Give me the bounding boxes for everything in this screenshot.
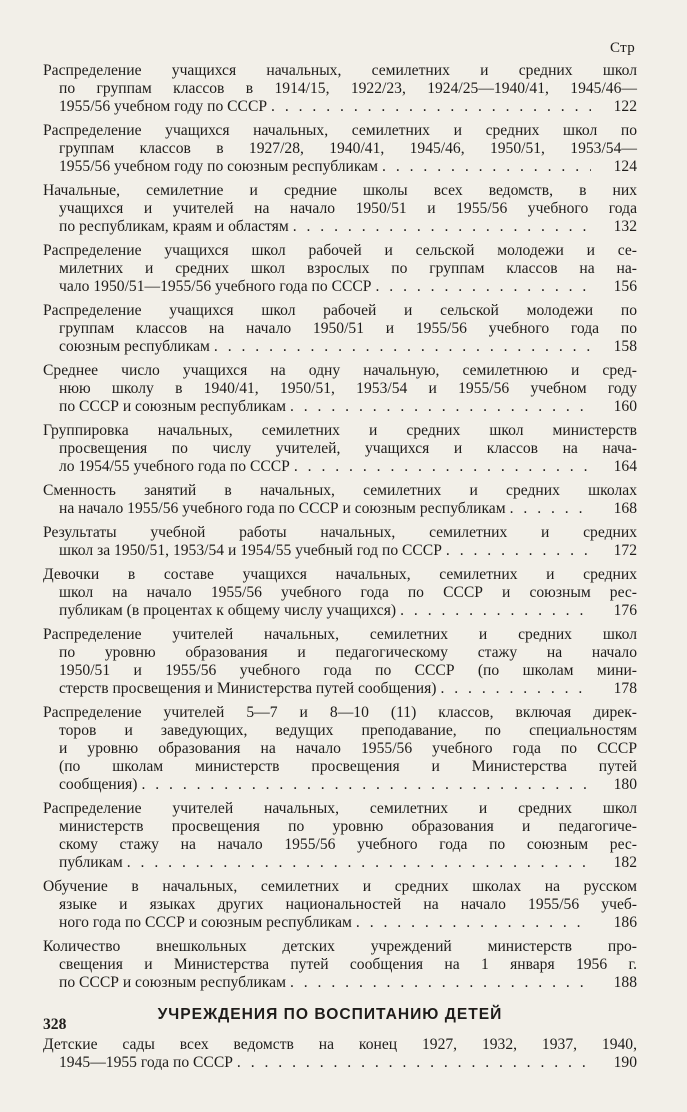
toc-entry-line: публикам (в процентах к общему числу учащихся)	[59, 602, 397, 619]
toc-page-number: 180	[613, 776, 637, 793]
toc-entries	[43, 62, 637, 992]
toc-entry-last-line	[43, 338, 637, 356]
toc-entry-line: 1955/56 учебном году по СССР	[59, 98, 268, 115]
toc-page-number: 122	[613, 98, 637, 115]
toc-entry-last-line	[43, 500, 637, 518]
table-of-contents	[43, 62, 637, 1078]
toc-page-number: 186	[613, 914, 637, 931]
toc-entry-line: школ за 1950/51, 1953/54 и 1954/55 учебный год по СССР	[59, 542, 442, 559]
toc-entry-line: публикам	[59, 854, 123, 871]
toc-entry	[43, 878, 637, 932]
toc-entry	[43, 482, 637, 518]
toc-entry-last-line	[43, 542, 637, 560]
toc-entry-line: Распределение учителей 5—7 и 8—10 (11) классов, включая дирек-	[43, 704, 637, 721]
toc-entry-last-line	[43, 278, 637, 296]
toc-entry-line: нюю школу в 1940/41, 1950/51, 1953/54 и 1955/56 учебном году	[59, 380, 637, 397]
toc-page-number: 160	[613, 398, 637, 415]
toc-entry-line: Распределение учащихся школ рабочей и сельской молодежи по	[43, 302, 637, 319]
toc-entry-line: свещения и Министерства путей сообщения на 1 января 1956 г.	[59, 956, 637, 973]
dot-leader	[400, 602, 591, 620]
toc-entry-last-line	[43, 458, 637, 476]
toc-entry-line: и уровню образования на начало 1955/56 учебного года по СССР	[59, 740, 637, 757]
toc-page-number: 176	[613, 602, 637, 619]
toc-entry-line: по СССР и союзным республикам	[59, 974, 286, 991]
toc-entry-line: стерств просвещения и Министерства путей сообщения)	[59, 680, 437, 697]
toc-entry-last-line	[43, 914, 637, 932]
toc-entry-line: ло 1954/55 учебного года по СССР	[59, 458, 290, 475]
dot-leader	[290, 974, 591, 992]
toc-entry-line: по СССР и союзным республикам	[59, 398, 286, 415]
toc-page-number: 164	[613, 458, 637, 475]
dot-leader	[375, 278, 591, 296]
toc-entry-line: по группам классов в 1914/15, 1922/23, 1924/25—1940/41, 1945/46—	[59, 80, 637, 97]
toc-entry-line: по уровню образования и педагогическому стажу на начало	[59, 644, 637, 661]
toc-entry-line: Группировка начальных, семилетних и средних школ министерств	[43, 422, 637, 439]
toc-entry-line: группам классов на начало 1950/51 и 1955/56 учебного года по	[59, 320, 637, 337]
toc-entry	[43, 62, 637, 116]
toc-page-number: 132	[613, 218, 637, 235]
toc-entry-line: Начальные, семилетние и средние школы всех ведомств, в них	[43, 182, 637, 199]
section-entries	[43, 1036, 637, 1072]
toc-entry-line: милетних и средних школ взрослых по группам классов на на-	[59, 260, 637, 277]
toc-page-number: 188	[613, 974, 637, 991]
toc-entry-line: Среднее число учащихся на одну начальную, семилетнюю и сред-	[43, 362, 637, 379]
toc-entry-line: Обучение в начальных, семилетних и средних школах на русском	[43, 878, 637, 895]
toc-entry-line: 1950/51 и 1955/56 учебного года по СССР (по школам мини-	[59, 662, 637, 679]
toc-entry	[43, 938, 637, 992]
toc-entry-last-line	[43, 218, 637, 236]
toc-entry-line: чало 1950/51—1955/56 учебного года по СССР	[59, 278, 372, 295]
toc-entry-line: ного года по СССР и союзным республикам	[59, 914, 352, 931]
toc-entry-line: торов и заведующих, ведущих преподавание, по специальностям	[59, 722, 637, 739]
dot-leader	[290, 398, 591, 416]
toc-entry-last-line	[43, 602, 637, 620]
toc-entry-last-line	[43, 398, 637, 416]
toc-entry-line: скому стажу на начало 1955/56 учебного года по союзным рес-	[59, 836, 637, 853]
toc-entry-line: учащихся и учителей на начало 1950/51 и 1955/56 учебного года	[59, 200, 637, 217]
dot-leader	[510, 500, 591, 518]
dot-leader	[127, 854, 591, 872]
toc-entry-line: по республикам, краям и областям	[59, 218, 289, 235]
dot-leader	[237, 1054, 591, 1072]
toc-entry-last-line	[43, 854, 637, 872]
toc-entry	[43, 302, 637, 356]
toc-entry	[43, 242, 637, 296]
toc-entry-line: языке и языках других национальностей на начало 1955/56 учеб-	[59, 896, 637, 913]
toc-page-number: 190	[613, 1054, 637, 1071]
toc-page-number: 158	[613, 338, 637, 355]
toc-entry-last-line	[43, 680, 637, 698]
toc-entry	[43, 800, 637, 872]
toc-entry	[43, 422, 637, 476]
toc-page-number: 172	[613, 542, 637, 559]
toc-entry	[43, 704, 637, 794]
toc-entry-line: Распределение учителей начальных, семилетних и средних школ	[43, 800, 637, 817]
dot-leader	[382, 158, 591, 176]
toc-entry-line: Количество внешкольных детских учреждений министерств про-	[43, 938, 637, 955]
toc-page-number: 182	[613, 854, 637, 871]
toc-entry-line: сообщения)	[59, 776, 138, 793]
toc-entry-line: Результаты учебной работы начальных, семилетних и средних	[43, 524, 637, 541]
toc-entry-line: Распределение учащихся школ рабочей и сельской молодежи и се-	[43, 242, 637, 259]
toc-entry-last-line	[43, 98, 637, 116]
dot-leader	[141, 776, 591, 794]
toc-entry-last-line	[43, 974, 637, 992]
toc-entry-line: Распределение учащихся начальных, семилетних и средних школ	[43, 62, 637, 79]
toc-entry-line: школ на начало 1955/56 учебного года по СССР и союзным рес-	[59, 584, 637, 601]
toc-entry	[43, 524, 637, 560]
toc-entry-last-line	[43, 158, 637, 176]
toc-entry-line: 1955/56 учебном году по союзным республикам	[59, 158, 379, 175]
toc-page-number: 124	[613, 158, 637, 175]
dot-leader	[356, 914, 591, 932]
toc-entry-line: на начало 1955/56 учебного года по СССР и союзным республикам	[59, 500, 506, 517]
toc-entry	[43, 1036, 637, 1072]
toc-entry-line: Распределение учителей начальных, семилетних и средних школ	[43, 626, 637, 643]
dot-leader	[271, 98, 591, 116]
page-number: 328	[43, 1016, 67, 1033]
toc-entry	[43, 122, 637, 176]
toc-entry-line: (по школам министерств просвещения и Министерства путей	[59, 758, 637, 775]
toc-entry	[43, 182, 637, 236]
section-heading: УЧРЕЖДЕНИЯ ПО ВОСПИТАНИЮ ДЕТЕЙ	[157, 1006, 503, 1023]
dot-leader	[446, 542, 591, 560]
toc-entry-line: союзным республикам	[59, 338, 210, 355]
toc-entry-line: Девочки в составе учащихся начальных, семилетних и средних	[43, 566, 637, 583]
toc-entry	[43, 566, 637, 620]
toc-entry	[43, 362, 637, 416]
dot-leader	[214, 338, 591, 356]
toc-entry-last-line	[43, 1054, 637, 1072]
toc-entry-line: группам классов в 1927/28, 1940/41, 1945/46, 1950/51, 1953/54—	[59, 140, 637, 157]
toc-entry-line: министерств просвещения по уровню образования и педагогиче-	[59, 818, 637, 835]
dot-leader	[440, 680, 591, 698]
page-column-label: Стр	[610, 40, 635, 56]
toc-page-number: 178	[613, 680, 637, 697]
toc-page-number: 156	[613, 278, 637, 295]
toc-entry-line: Детские сады всех ведомств на конец 1927, 1932, 1937, 1940,	[43, 1036, 637, 1053]
toc-entry-line: 1945—1955 года по СССР	[59, 1054, 233, 1071]
toc-page-number: 168	[613, 500, 637, 517]
dot-leader	[294, 458, 591, 476]
toc-entry-line: Распределение учащихся начальных, семилетних и средних школ по	[43, 122, 637, 139]
toc-entry-line: Сменность занятий в начальных, семилетних и средних школах	[43, 482, 637, 499]
toc-entry-last-line	[43, 776, 637, 794]
dot-leader	[293, 218, 591, 236]
toc-entry	[43, 626, 637, 698]
toc-entry-line: просвещения по числу учителей, учащихся и классов на нача-	[59, 440, 637, 457]
